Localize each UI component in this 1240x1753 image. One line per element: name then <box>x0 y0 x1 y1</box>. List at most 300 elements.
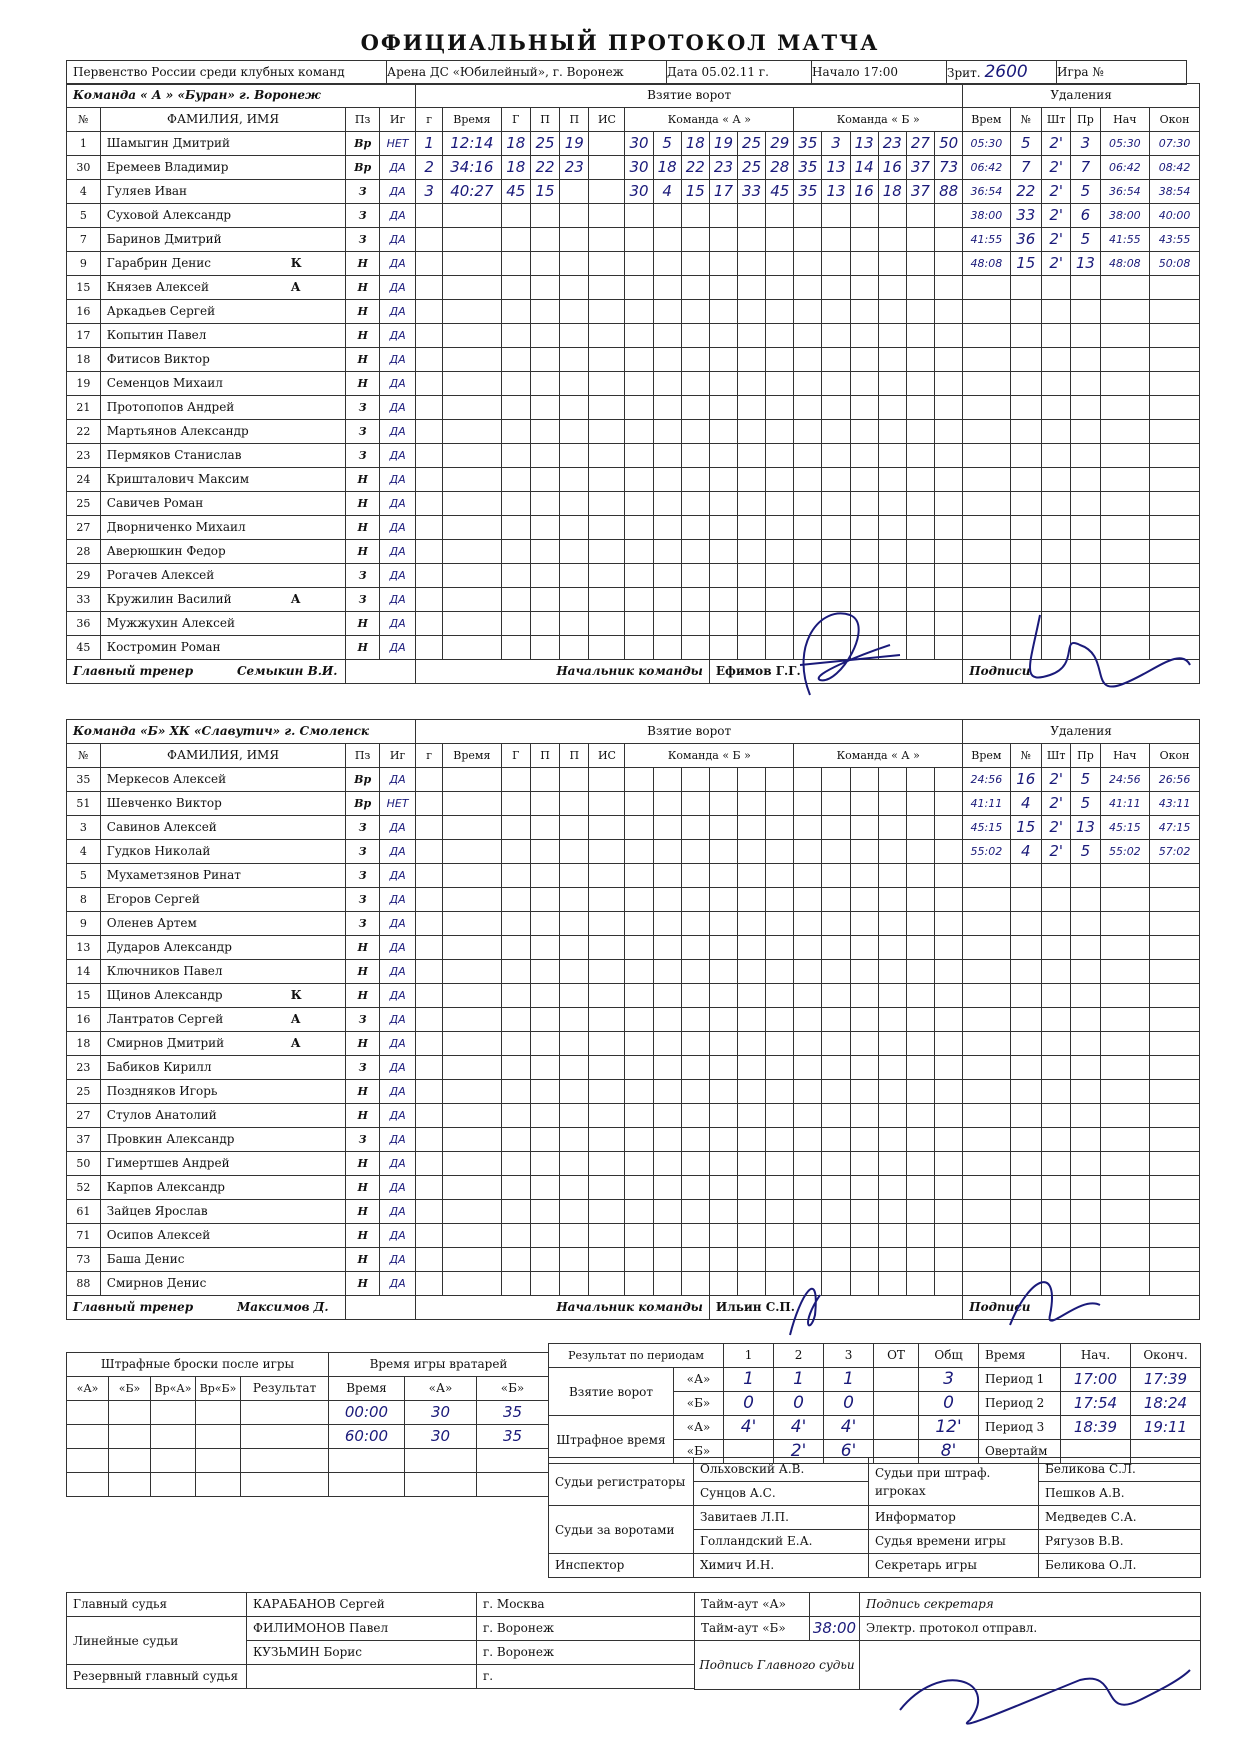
goal-on-ice-own: 33 <box>738 180 766 204</box>
period-col-2: 2 <box>774 1344 824 1368</box>
player-position: Н <box>346 324 380 348</box>
player-number: 22 <box>67 420 101 444</box>
penalty-start: 06:42 <box>1100 156 1150 180</box>
coach-label: Главный тренер <box>73 664 194 678</box>
player-row <box>67 180 1200 204</box>
goal-judges-label: Судьи за воротами <box>549 1506 694 1554</box>
player-name: Егоров Сергей <box>106 892 200 906</box>
player-position: Н <box>346 492 380 516</box>
start-value: 17:00 <box>863 65 898 79</box>
player-number: 16 <box>67 1008 101 1032</box>
col-pen-end: Окон <box>1150 744 1200 768</box>
player-number: 4 <box>67 180 101 204</box>
player-position: З <box>346 840 380 864</box>
goal-on-ice-own: 22 <box>681 156 709 180</box>
player-number: 5 <box>67 864 101 888</box>
shootout-col-result: Результат <box>241 1377 329 1401</box>
player-name: Фитисов Виктор <box>106 352 210 366</box>
player-name: Копытин Павел <box>106 328 207 342</box>
goal-on-ice-own: 17 <box>709 180 737 204</box>
pt-label: Период 2 <box>979 1392 1061 1416</box>
pt-end: 19:11 <box>1131 1416 1201 1440</box>
eprotocol-label: Электр. протокол отправл. <box>860 1617 1201 1641</box>
main-referee-label: Главный судья <box>67 1593 247 1617</box>
player-played: ДА <box>380 1104 416 1128</box>
player-played: ДА <box>380 396 416 420</box>
player-position: Н <box>346 960 380 984</box>
player-number: 14 <box>67 960 101 984</box>
penalty-reason: 7 <box>1071 156 1100 180</box>
pt-label: Период 3 <box>979 1416 1061 1440</box>
player-position: Н <box>346 1032 380 1056</box>
penalty-player: 16 <box>1010 768 1042 792</box>
main-referee-city: г. Москва <box>477 1593 695 1617</box>
col-pen-time: Врем <box>963 108 1010 132</box>
penalty-reason: 13 <box>1071 816 1100 840</box>
penalty-player: 15 <box>1010 252 1042 276</box>
penalty-start: 45:15 <box>1100 816 1150 840</box>
col-pen-reason: Пр <box>1071 744 1100 768</box>
player-played: ДА <box>380 492 416 516</box>
player-played: ДА <box>380 252 416 276</box>
player-name: Дворниченко Михаил <box>106 520 246 534</box>
player-row <box>67 1224 1200 1248</box>
pen-a-p1: 4' <box>724 1416 774 1440</box>
player-played: ДА <box>380 768 416 792</box>
spectators-label: Зрит. <box>947 65 981 80</box>
player-position: Н <box>346 1224 380 1248</box>
penalty-minutes: 2' <box>1042 228 1071 252</box>
col-played: Иг <box>380 744 416 768</box>
goals-a-total: 3 <box>919 1368 979 1392</box>
player-played: ДА <box>380 204 416 228</box>
timekeeper-name: Рягузов В.В. <box>1039 1530 1201 1554</box>
player-name: Аверюшкин Федор <box>106 544 226 558</box>
penbox-name: Пешков А.В. <box>1039 1482 1201 1506</box>
date-value: 05.02.11 г. <box>701 65 769 79</box>
player-row <box>67 864 1200 888</box>
team-label: Команда «Б» <box>73 724 166 738</box>
penalty-minutes: 2' <box>1042 180 1071 204</box>
player-position: З <box>346 588 380 612</box>
penalty-reason: 5 <box>1071 792 1100 816</box>
player-name: Зайцев Ярослав <box>106 1204 208 1218</box>
goal-on-ice-own: 15 <box>681 180 709 204</box>
player-row <box>67 468 1200 492</box>
reserve-referee-label: Резервный главный судья <box>67 1665 247 1689</box>
player-position: Н <box>346 936 380 960</box>
periods-goals-label: Взятие ворот <box>549 1368 674 1416</box>
player-name: Мужжухин Алексей <box>106 616 235 630</box>
line-referees-label: Линейные судьи <box>67 1617 247 1665</box>
player-played: ДА <box>380 324 416 348</box>
informer-label: Информатор <box>869 1506 1039 1530</box>
player-played: ДА <box>380 816 416 840</box>
player-name: Ключников Павел <box>106 964 223 978</box>
player-name: Савичев Роман <box>106 496 204 510</box>
player-position: Н <box>346 1272 380 1296</box>
reg-label: Судьи регистраторы <box>549 1458 694 1506</box>
player-row <box>67 912 1200 936</box>
player-number: 71 <box>67 1224 101 1248</box>
player-name: Кришталович Максим <box>106 472 250 486</box>
penalty-minutes: 2' <box>1042 840 1071 864</box>
goal-on-ice-opp: 13 <box>822 180 850 204</box>
player-row <box>67 132 1200 156</box>
periods-team-b: «Б» <box>674 1392 724 1416</box>
player-position: З <box>346 864 380 888</box>
goal-on-ice-own: 19 <box>709 132 737 156</box>
player-name: Семенцов Михаил <box>106 376 223 390</box>
penalty-minutes: 2' <box>1042 816 1071 840</box>
goal-on-ice-opp: 3 <box>822 132 850 156</box>
player-number: 28 <box>67 540 101 564</box>
player-name: Гимертшев Андрей <box>106 1156 230 1170</box>
player-row <box>67 1056 1200 1080</box>
player-number: 25 <box>67 1080 101 1104</box>
informer-name: Медведев С.А. <box>1039 1506 1201 1530</box>
shootout-col-b: «Б» <box>109 1377 151 1401</box>
pt-col-start: Нач. <box>1061 1344 1131 1368</box>
player-played: ДА <box>380 984 416 1008</box>
coach-name: Семыкин В.И. <box>237 664 338 678</box>
penalty-time: 41:11 <box>963 792 1010 816</box>
arena: Арена ДС «Юбилейный», г. Воронеж <box>387 61 667 85</box>
penalty-time: 38:00 <box>963 204 1010 228</box>
col-goals-opp: Команда « А » <box>794 744 963 768</box>
page-title: ОФИЦИАЛЬНЫЙ ПРОТОКОЛ МАТЧА <box>360 30 880 55</box>
goals-header: Взятие ворот <box>416 84 963 108</box>
penalty-time: 48:08 <box>963 252 1010 276</box>
col-pen-reason: Пр <box>1071 108 1100 132</box>
goal-on-ice-own: 30 <box>625 156 653 180</box>
col-goal-num: г <box>416 108 443 132</box>
player-name: Костромин Роман <box>106 640 221 654</box>
player-position: З <box>346 1008 380 1032</box>
pt-start: 17:54 <box>1061 1392 1131 1416</box>
col-scorer: Г <box>501 744 530 768</box>
player-number: 73 <box>67 1248 101 1272</box>
col-goals-own: Команда « Б » <box>625 744 794 768</box>
player-position: Вр <box>346 768 380 792</box>
penalties-header: Удаления <box>963 84 1200 108</box>
goal-on-ice-opp: 73 <box>935 156 963 180</box>
player-row <box>67 348 1200 372</box>
col-assist-1: П <box>530 744 559 768</box>
goal-scorer: 18 <box>501 156 530 180</box>
inspector-label: Инспектор <box>549 1554 694 1578</box>
secretary-sign-label: Подпись секретаря <box>860 1593 1201 1617</box>
col-num: № <box>67 108 101 132</box>
goal-on-ice-own: 23 <box>709 156 737 180</box>
penalty-end: 08:42 <box>1150 156 1200 180</box>
goal-judge-name: Завитаев Л.П. <box>694 1506 869 1530</box>
penalty-end: 38:54 <box>1150 180 1200 204</box>
timekeeper-label: Судья времени игры <box>869 1530 1039 1554</box>
player-number: 61 <box>67 1200 101 1224</box>
main-referee-name: КАРАБАНОВ Сергей <box>247 1593 477 1617</box>
player-number: 27 <box>67 516 101 540</box>
penalty-start: 38:00 <box>1100 204 1150 228</box>
penalty-start: 41:55 <box>1100 228 1150 252</box>
goal-on-ice-opp: 13 <box>822 156 850 180</box>
player-played: ДА <box>380 348 416 372</box>
player-played: ДА <box>380 864 416 888</box>
col-assist-2: П <box>560 744 589 768</box>
pen-a-p3: 4' <box>824 1416 874 1440</box>
goalie-col-a: «А» <box>405 1377 477 1401</box>
player-number: 15 <box>67 276 101 300</box>
goal-on-ice-opp: 50 <box>935 132 963 156</box>
pt-start: 17:00 <box>1061 1368 1131 1392</box>
penalty-player: 4 <box>1010 792 1042 816</box>
penalty-reason: 5 <box>1071 228 1100 252</box>
player-position: Н <box>346 1200 380 1224</box>
player-position: З <box>346 420 380 444</box>
player-number: 17 <box>67 324 101 348</box>
player-name: Мартьянов Александр <box>106 424 249 438</box>
goals-a-p2: 1 <box>774 1368 824 1392</box>
player-played: ДА <box>380 1152 416 1176</box>
player-row <box>67 516 1200 540</box>
goalie-row-time: 00:00 <box>329 1401 405 1425</box>
penalty-start: 36:54 <box>1100 180 1150 204</box>
goal-number: 2 <box>416 156 443 180</box>
goal-on-ice-own: 28 <box>766 156 794 180</box>
player-row <box>67 1080 1200 1104</box>
goal-assist-1: 22 <box>530 156 559 180</box>
col-goal-num: г <box>416 744 443 768</box>
player-position: Н <box>346 984 380 1008</box>
player-position: Н <box>346 1080 380 1104</box>
goal-on-ice-opp: 18 <box>878 180 906 204</box>
signatures-label: Подписи <box>963 1296 1200 1320</box>
player-name: Меркесов Алексей <box>106 772 227 786</box>
player-name: Аркадьев Сергей <box>106 304 216 318</box>
pt-end: 18:24 <box>1131 1392 1201 1416</box>
penalty-reason: 13 <box>1071 252 1100 276</box>
penalty-player: 36 <box>1010 228 1042 252</box>
goal-on-ice-opp: 23 <box>878 132 906 156</box>
player-name: Суховой Александр <box>106 208 232 222</box>
player-name: Баринов Дмитрий <box>106 232 222 246</box>
penalty-end: 07:30 <box>1150 132 1200 156</box>
player-position: З <box>346 1056 380 1080</box>
coach-label: Главный тренер <box>73 1300 194 1314</box>
goal-on-ice-opp: 88 <box>935 180 963 204</box>
player-number: 50 <box>67 1152 101 1176</box>
periods-team-a: «А» <box>674 1368 724 1392</box>
player-row <box>67 444 1200 468</box>
goal-assist-2: 23 <box>560 156 589 180</box>
player-row <box>67 984 1200 1008</box>
goal-on-ice-own: 18 <box>653 156 681 180</box>
manager-name: Ефимов Г.Г. <box>709 660 962 684</box>
player-number: 23 <box>67 1056 101 1080</box>
player-row <box>67 300 1200 324</box>
penalty-time: 36:54 <box>963 180 1010 204</box>
player-position: Н <box>346 636 380 660</box>
player-number: 13 <box>67 936 101 960</box>
player-played: ДА <box>380 1080 416 1104</box>
col-is: ИС <box>589 744 625 768</box>
player-row <box>67 324 1200 348</box>
pen-a-p2: 4' <box>774 1416 824 1440</box>
shootout-table <box>66 1352 329 1497</box>
officials-table <box>548 1457 1201 1578</box>
player-name: Еремеев Владимир <box>106 160 229 174</box>
signature-scribble <box>1010 1282 1100 1325</box>
goal-on-ice-opp: 13 <box>850 132 878 156</box>
col-pos: Пз <box>346 108 380 132</box>
player-number: 37 <box>67 1128 101 1152</box>
goal-on-ice-own: 25 <box>738 156 766 180</box>
timeout-a-label: Тайм-аут «А» <box>695 1593 810 1617</box>
goalie-row-b: 35 <box>477 1425 549 1449</box>
player-played: ДА <box>380 540 416 564</box>
penalty-minutes: 2' <box>1042 768 1071 792</box>
player-position: Н <box>346 1248 380 1272</box>
pt-end: 17:39 <box>1131 1368 1201 1392</box>
player-played: ДА <box>380 936 416 960</box>
pen-a-ot <box>874 1416 919 1440</box>
penalty-time: 45:15 <box>963 816 1010 840</box>
penalty-player: 7 <box>1010 156 1042 180</box>
player-played: ДА <box>380 420 416 444</box>
manager-label: Начальник команды <box>416 660 710 684</box>
line-referee-1-city: г. Воронеж <box>477 1617 695 1641</box>
col-pen-min: Шт <box>1042 108 1071 132</box>
player-name: Осипов Алексей <box>106 1228 211 1242</box>
player-name: Гуляев Иван <box>106 184 188 198</box>
manager-label: Начальник команды <box>416 1296 710 1320</box>
player-name: Гарабрин Денис <box>106 256 212 270</box>
player-played: ДА <box>380 468 416 492</box>
player-captain-mark: А <box>290 1012 301 1026</box>
player-number: 15 <box>67 984 101 1008</box>
penalty-minutes: 2' <box>1042 132 1071 156</box>
team-a-signatures <box>780 585 1200 715</box>
periods-table <box>548 1343 979 1464</box>
player-number: 18 <box>67 348 101 372</box>
line-referee-2-city: г. Воронеж <box>477 1641 695 1665</box>
player-position: Н <box>346 348 380 372</box>
signature-scribble <box>800 613 900 695</box>
shootout-col-a: «А» <box>67 1377 109 1401</box>
player-captain-mark: А <box>290 1036 301 1050</box>
player-number: 8 <box>67 888 101 912</box>
periods-title: Результат по периодам <box>549 1344 724 1368</box>
goals-a-ot <box>874 1368 919 1392</box>
player-played: ДА <box>380 636 416 660</box>
player-played: ДА <box>380 1008 416 1032</box>
goals-header: Взятие ворот <box>416 720 963 744</box>
player-played: ДА <box>380 564 416 588</box>
player-played: ДА <box>380 180 416 204</box>
secretary-name: Беликова О.Л. <box>1039 1554 1201 1578</box>
player-row <box>67 1104 1200 1128</box>
goal-judge-name: Голландский Е.А. <box>694 1530 869 1554</box>
penalty-reason: 5 <box>1071 840 1100 864</box>
col-goal-time: Время <box>443 108 502 132</box>
main-referee-sign-label: Подпись Главного судьи <box>695 1641 860 1690</box>
reg-name: Ольховский А.В. <box>694 1458 869 1482</box>
player-position: З <box>346 912 380 936</box>
player-row <box>67 228 1200 252</box>
player-number: 7 <box>67 228 101 252</box>
team-name: «Буран» г. Воронеж <box>177 88 321 102</box>
player-position: З <box>346 180 380 204</box>
goalie-col-time: Время <box>329 1377 405 1401</box>
goal-assist-1: 15 <box>530 180 559 204</box>
championship: Первенство России среди клубных команд <box>67 61 387 85</box>
team-b-signatures <box>760 1255 1120 1345</box>
goals-a-p3: 1 <box>824 1368 874 1392</box>
secretary-label: Секретарь игры <box>869 1554 1039 1578</box>
player-played: ДА <box>380 276 416 300</box>
pt-col-time: Время <box>979 1344 1061 1368</box>
penalty-start: 24:56 <box>1100 768 1150 792</box>
player-name: Гудков Николай <box>106 844 211 858</box>
goals-b-total: 0 <box>919 1392 979 1416</box>
penalty-start: 05:30 <box>1100 132 1150 156</box>
player-played: ДА <box>380 612 416 636</box>
goal-on-ice-own: 30 <box>625 132 653 156</box>
player-played: ДА <box>380 1200 416 1224</box>
player-row <box>67 276 1200 300</box>
spectators-value: 2600 <box>984 61 1028 82</box>
pen-b-total: 8' <box>919 1440 979 1464</box>
player-position: Н <box>346 1176 380 1200</box>
goalie-row-a: 30 <box>405 1401 477 1425</box>
goalie-time-title: Время игры вратарей <box>329 1353 549 1377</box>
penalty-end: 43:55 <box>1150 228 1200 252</box>
goalie-row-a: 30 <box>405 1425 477 1449</box>
periods-team-b: «Б» <box>674 1440 724 1464</box>
player-played: ДА <box>380 912 416 936</box>
player-position: З <box>346 1128 380 1152</box>
player-name: Щинов Александр <box>106 988 223 1002</box>
player-row <box>67 564 1200 588</box>
player-name: Шамыгин Дмитрий <box>106 136 231 150</box>
player-number: 5 <box>67 204 101 228</box>
player-name: Князев Алексей <box>106 280 209 294</box>
player-number: 30 <box>67 156 101 180</box>
goal-on-ice-own: 30 <box>625 180 653 204</box>
player-played: ДА <box>380 888 416 912</box>
goal-is <box>589 180 625 204</box>
col-goal-time: Время <box>443 744 502 768</box>
player-row <box>67 888 1200 912</box>
player-row <box>67 1200 1200 1224</box>
player-position: Н <box>346 468 380 492</box>
penalty-minutes: 2' <box>1042 252 1071 276</box>
player-number: 24 <box>67 468 101 492</box>
player-number: 35 <box>67 768 101 792</box>
player-name: Поздняков Игорь <box>106 1084 218 1098</box>
player-number: 16 <box>67 300 101 324</box>
goal-on-ice-opp: 14 <box>850 156 878 180</box>
periods-pen-label: Штрафное время <box>549 1416 674 1464</box>
goal-scorer: 18 <box>501 132 530 156</box>
player-captain-mark: К <box>290 256 302 270</box>
goal-time: 40:27 <box>443 180 502 204</box>
player-row <box>67 492 1200 516</box>
pt-start: 18:39 <box>1061 1416 1131 1440</box>
goal-on-ice-own: 18 <box>681 132 709 156</box>
col-pen-time: Врем <box>963 744 1010 768</box>
player-position: Вр <box>346 132 380 156</box>
